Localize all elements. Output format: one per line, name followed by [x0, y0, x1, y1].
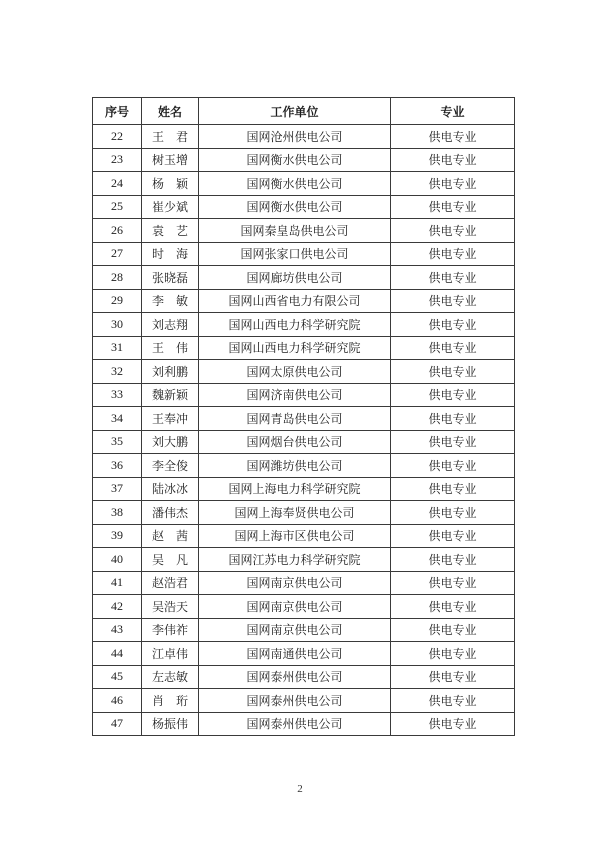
table-header-row	[93, 98, 515, 125]
row-work-unit: 国网潍坊供电公司	[199, 454, 391, 478]
row-name: 魏新颖	[142, 383, 199, 407]
row-number: 34	[93, 407, 142, 431]
row-name: 陆冰冰	[142, 477, 199, 501]
row-number: 45	[93, 665, 142, 689]
table-row	[93, 313, 515, 337]
row-name: 左志敏	[142, 665, 199, 689]
row-number: 32	[93, 360, 142, 384]
row-number: 43	[93, 618, 142, 642]
table-row	[93, 618, 515, 642]
table-row	[93, 595, 515, 619]
row-major: 供电专业	[391, 689, 515, 713]
row-work-unit: 国网泰州供电公司	[199, 712, 391, 736]
row-work-unit: 国网济南供电公司	[199, 383, 391, 407]
row-number: 36	[93, 454, 142, 478]
row-work-unit: 国网青岛供电公司	[199, 407, 391, 431]
row-major: 供电专业	[391, 618, 515, 642]
row-major: 供电专业	[391, 665, 515, 689]
row-name: 崔少斌	[142, 195, 199, 219]
row-number: 38	[93, 501, 142, 525]
row-name: 刘大鹏	[142, 430, 199, 454]
row-major: 供电专业	[391, 548, 515, 572]
table-row	[93, 501, 515, 525]
row-name: 王奉冲	[142, 407, 199, 431]
table-body	[93, 125, 515, 736]
row-work-unit: 国网南通供电公司	[199, 642, 391, 666]
row-name: 李 敏	[142, 289, 199, 313]
row-work-unit: 国网廊坊供电公司	[199, 266, 391, 290]
row-major: 供电专业	[391, 430, 515, 454]
row-work-unit: 国网南京供电公司	[199, 571, 391, 595]
row-work-unit: 国网上海市区供电公司	[199, 524, 391, 548]
row-work-unit: 国网上海奉贤供电公司	[199, 501, 391, 525]
row-number: 47	[93, 712, 142, 736]
row-work-unit: 国网江苏电力科学研究院	[199, 548, 391, 572]
row-major: 供电专业	[391, 501, 515, 525]
table-row	[93, 430, 515, 454]
table-row	[93, 219, 515, 243]
row-work-unit: 国网泰州供电公司	[199, 665, 391, 689]
table-row	[93, 125, 515, 149]
row-major: 供电专业	[391, 125, 515, 149]
row-name: 李伟祚	[142, 618, 199, 642]
personnel-table	[92, 97, 515, 736]
row-number: 30	[93, 313, 142, 337]
header-work-unit: 工作单位	[199, 98, 391, 125]
table-row	[93, 712, 515, 736]
row-major: 供电专业	[391, 266, 515, 290]
row-name: 刘志翔	[142, 313, 199, 337]
row-major: 供电专业	[391, 242, 515, 266]
header-number: 序号	[93, 98, 142, 125]
row-major: 供电专业	[391, 712, 515, 736]
row-work-unit: 国网张家口供电公司	[199, 242, 391, 266]
row-number: 44	[93, 642, 142, 666]
table-row	[93, 524, 515, 548]
row-name: 时 海	[142, 242, 199, 266]
row-major: 供电专业	[391, 219, 515, 243]
row-name: 李全俊	[142, 454, 199, 478]
row-major: 供电专业	[391, 148, 515, 172]
table-row	[93, 266, 515, 290]
row-major: 供电专业	[391, 195, 515, 219]
row-major: 供电专业	[391, 172, 515, 196]
row-name: 王 君	[142, 125, 199, 149]
table-header	[93, 98, 515, 125]
row-name: 吴浩天	[142, 595, 199, 619]
row-number: 33	[93, 383, 142, 407]
row-number: 40	[93, 548, 142, 572]
row-number: 29	[93, 289, 142, 313]
table-row	[93, 336, 515, 360]
row-major: 供电专业	[391, 383, 515, 407]
header-name: 姓名	[142, 98, 199, 125]
row-number: 39	[93, 524, 142, 548]
row-number: 41	[93, 571, 142, 595]
row-name: 杨 颖	[142, 172, 199, 196]
row-name: 赵 茜	[142, 524, 199, 548]
row-work-unit: 国网衡水供电公司	[199, 148, 391, 172]
table-row	[93, 242, 515, 266]
row-name: 杨振伟	[142, 712, 199, 736]
row-work-unit: 国网南京供电公司	[199, 595, 391, 619]
row-name: 江卓伟	[142, 642, 199, 666]
row-work-unit: 国网南京供电公司	[199, 618, 391, 642]
row-name: 袁 艺	[142, 219, 199, 243]
row-number: 28	[93, 266, 142, 290]
table-row	[93, 383, 515, 407]
table-row	[93, 571, 515, 595]
table-row	[93, 477, 515, 501]
table-row	[93, 407, 515, 431]
row-work-unit: 国网山西省电力有限公司	[199, 289, 391, 313]
row-name: 刘利鹏	[142, 360, 199, 384]
table-row	[93, 454, 515, 478]
table-row	[93, 360, 515, 384]
table-row	[93, 289, 515, 313]
row-name: 吴 凡	[142, 548, 199, 572]
row-number: 26	[93, 219, 142, 243]
row-number: 25	[93, 195, 142, 219]
row-major: 供电专业	[391, 360, 515, 384]
row-number: 22	[93, 125, 142, 149]
row-name: 潘伟杰	[142, 501, 199, 525]
row-work-unit: 国网上海电力科学研究院	[199, 477, 391, 501]
row-work-unit: 国网泰州供电公司	[199, 689, 391, 713]
row-number: 37	[93, 477, 142, 501]
row-major: 供电专业	[391, 477, 515, 501]
page-number: 2	[297, 783, 303, 795]
row-number: 46	[93, 689, 142, 713]
row-major: 供电专业	[391, 289, 515, 313]
table-row	[93, 148, 515, 172]
table-row	[93, 195, 515, 219]
header-major: 专业	[391, 98, 515, 125]
row-work-unit: 国网山西电力科学研究院	[199, 336, 391, 360]
table-row	[93, 172, 515, 196]
row-major: 供电专业	[391, 571, 515, 595]
row-name: 肖 珩	[142, 689, 199, 713]
row-number: 31	[93, 336, 142, 360]
table-row	[93, 665, 515, 689]
row-work-unit: 国网山西电力科学研究院	[199, 313, 391, 337]
row-major: 供电专业	[391, 454, 515, 478]
row-work-unit: 国网沧州供电公司	[199, 125, 391, 149]
row-name: 王 伟	[142, 336, 199, 360]
row-number: 42	[93, 595, 142, 619]
row-major: 供电专业	[391, 642, 515, 666]
row-work-unit: 国网衡水供电公司	[199, 172, 391, 196]
row-number: 35	[93, 430, 142, 454]
table-row	[93, 642, 515, 666]
row-work-unit: 国网衡水供电公司	[199, 195, 391, 219]
row-number: 27	[93, 242, 142, 266]
table-row	[93, 548, 515, 572]
row-work-unit: 国网秦皇岛供电公司	[199, 219, 391, 243]
row-major: 供电专业	[391, 313, 515, 337]
table-row	[93, 689, 515, 713]
row-name: 树玉增	[142, 148, 199, 172]
row-name: 张晓磊	[142, 266, 199, 290]
row-number: 23	[93, 148, 142, 172]
row-name: 赵浩君	[142, 571, 199, 595]
row-work-unit: 国网太原供电公司	[199, 360, 391, 384]
row-work-unit: 国网烟台供电公司	[199, 430, 391, 454]
row-major: 供电专业	[391, 524, 515, 548]
row-major: 供电专业	[391, 595, 515, 619]
row-major: 供电专业	[391, 407, 515, 431]
row-number: 24	[93, 172, 142, 196]
row-major: 供电专业	[391, 336, 515, 360]
